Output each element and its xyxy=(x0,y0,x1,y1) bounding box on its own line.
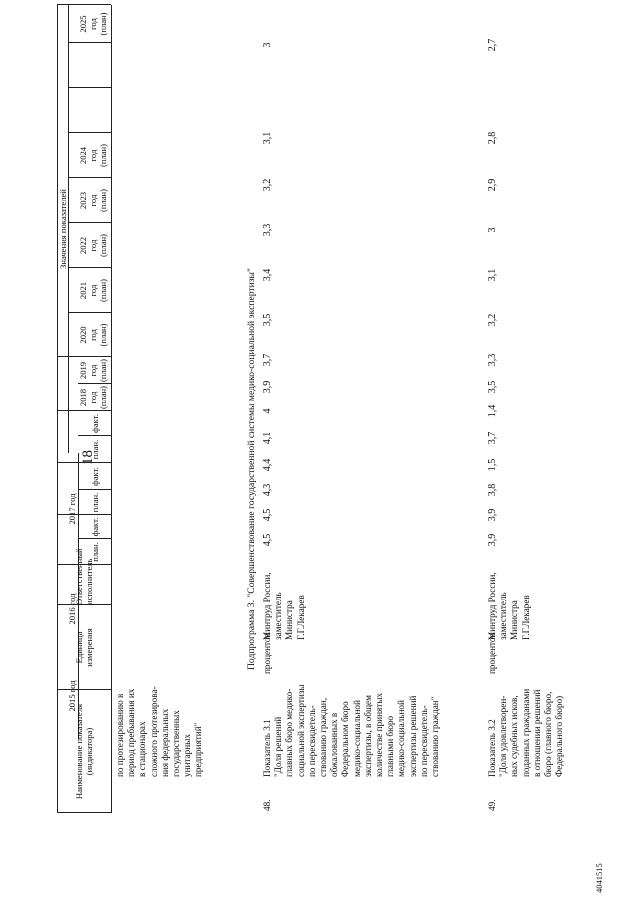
header-bottom-border xyxy=(111,5,112,813)
value-2024-plan: 3,1 xyxy=(262,131,273,145)
value-2015-fact: 4,5 xyxy=(262,508,273,522)
value-2017-fact: 1,4 xyxy=(487,404,498,418)
header-unit: Единица измерения xyxy=(74,628,94,667)
document-code: 4041515 xyxy=(594,863,604,893)
header-2018: 2018 год (план) xyxy=(78,385,108,410)
value-2018-plan: 3,9 xyxy=(262,380,273,394)
value-2020-plan: 3,2 xyxy=(487,313,498,327)
header-2016-plan: план. xyxy=(90,492,100,513)
value-2020-plan: 3,5 xyxy=(262,313,273,327)
header-2015: 2015 год xyxy=(67,680,77,712)
value-2022-plan: 3 xyxy=(487,227,498,233)
header-values-group: Значения показателей xyxy=(58,189,68,269)
header-2023: 2023 год (план) xyxy=(78,188,108,213)
value-2017-plan: 4,1 xyxy=(262,431,273,445)
value-2022-plan: 3,3 xyxy=(262,223,273,237)
header-2019: 2019 год (план) xyxy=(78,358,108,383)
header-2022: 2022 год (план) xyxy=(78,233,108,258)
indicator-name: Показатель 3.1 "Доля решений главных бюро медико- социальной экспертизы по пересвидетель- ствованию граждан, обжалованных в Федеральном бюро медико-социальной экспертизы, в общем количестве принятых главными бюро медико-социальной экспертизы решений по пересвидетель- ствованию граждан" xyxy=(262,684,441,777)
row-number: 48. xyxy=(262,799,272,811)
value-2023-plan: 2,9 xyxy=(487,178,498,192)
header-indicator-name: Наименование показателя (индикатора) xyxy=(74,703,94,800)
indicator-name: Показатель 3.2 "Доля удовлетворен- ных судебных исков, поданных гражданами в отношении решений бюро (главного бюро, Федерального бюро) xyxy=(487,688,565,777)
value-2017-fact: 4 xyxy=(262,408,273,414)
header-2016: 2016 год xyxy=(67,593,77,625)
header-executor: Ответственный исполнитель xyxy=(74,548,94,605)
column-divider xyxy=(68,87,111,88)
header-2020: 2020 год (план) xyxy=(78,323,108,347)
previous-indicator-continuation: по протезированию в период пребывания их в стационарах сложного протезирова- ния федеральных государственных унитарных предприятий" xyxy=(115,686,204,777)
value-2015-plan: 3,9 xyxy=(487,533,498,547)
value-2016-plan: 4,3 xyxy=(262,483,273,497)
page-number: 18 xyxy=(80,450,96,465)
value-2016-plan: 3,8 xyxy=(487,483,498,497)
row-number: 49. xyxy=(487,799,497,811)
header-2016-fact: факт. xyxy=(90,467,100,486)
header-2025: 2025 год (план) xyxy=(78,12,108,36)
column-divider xyxy=(57,462,111,463)
header-2017-plan: план. xyxy=(90,439,100,460)
value-2016-fact: 4,4 xyxy=(262,458,273,472)
column-divider xyxy=(57,514,111,515)
value-2015-plan: 4,5 xyxy=(262,533,273,547)
value-2024-plan: 2,8 xyxy=(487,131,498,145)
value-2021-plan: 3,1 xyxy=(487,268,498,282)
header-2017-fact: факт. xyxy=(90,414,100,433)
value-2023-plan: 3,2 xyxy=(262,178,273,192)
unit-of-measure: процентов xyxy=(262,633,272,674)
value-2015-fact: 3,9 xyxy=(487,508,498,522)
responsible-executor: Минтруд России, заместитель Министра Г.Г.Лекарев xyxy=(262,572,306,640)
header-2017: 2017 год xyxy=(67,493,77,525)
unit-of-measure: процентов xyxy=(487,633,497,674)
header-2021: 2021 год (план) xyxy=(78,278,108,303)
value-2019-plan: 3,3 xyxy=(487,353,498,367)
value-2025-plan: 3 xyxy=(262,42,273,48)
header-2015-plan: план. xyxy=(90,542,100,562)
responsible-executor: Минтруд России, заместитель Министра Г.Г.Лекарев xyxy=(487,572,531,640)
value-2025-plan: 2,7 xyxy=(487,38,498,52)
value-2019-plan: 3,7 xyxy=(262,353,273,367)
header-2015-fact: факт. xyxy=(90,517,100,537)
value-2018-plan: 3,5 xyxy=(487,380,498,394)
value-2021-plan: 3,4 xyxy=(262,268,273,282)
value-2017-plan: 3,7 xyxy=(487,431,498,445)
header-2024: 2024 год (план) xyxy=(78,143,108,168)
value-2016-fact: 1,5 xyxy=(487,458,498,472)
subprogram-title: Подпрограмма 3. "Совершенствование государственной системы медико-социальной экспертизы" xyxy=(246,268,257,670)
values-group-divider xyxy=(68,5,69,453)
